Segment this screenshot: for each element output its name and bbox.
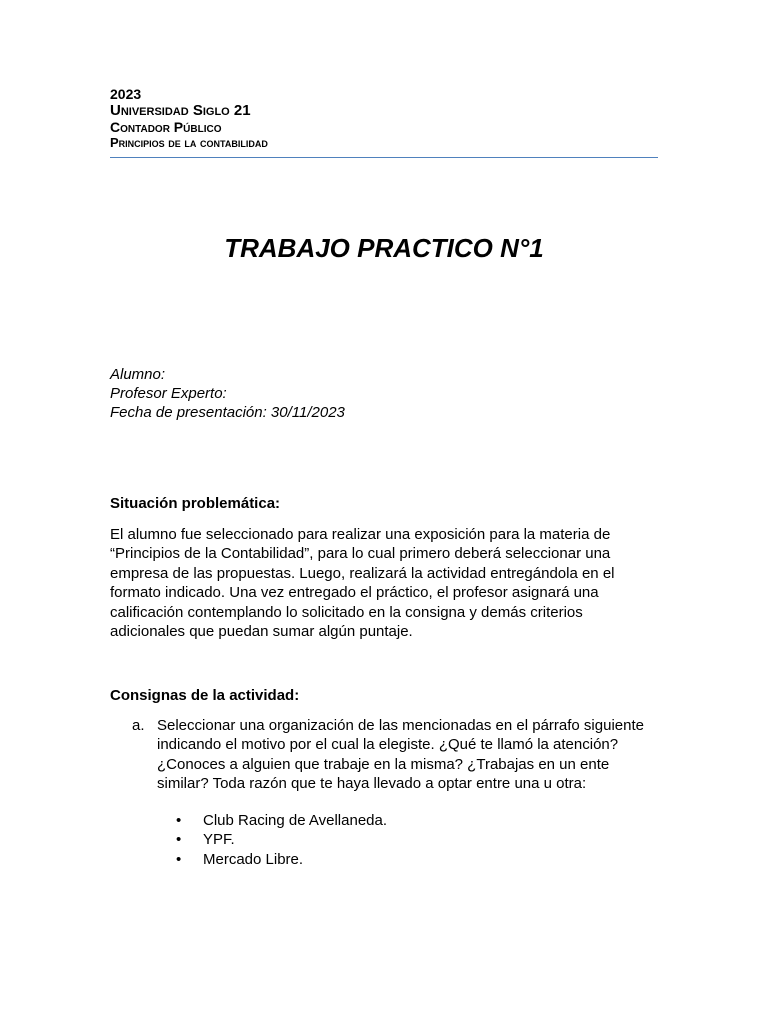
activity-heading: Consignas de la actividad: (110, 687, 300, 704)
option-label: Mercado Libre. (203, 850, 304, 868)
professor-label: Profesor Experto: (110, 385, 227, 402)
header-subject: Principios de la contabilidad (110, 135, 268, 150)
bullet-icon: • (176, 850, 182, 868)
list-item (176, 811, 658, 830)
presentation-date: Fecha de presentación: 30/11/2023 (110, 404, 345, 421)
list-item (176, 830, 658, 849)
document-header (110, 86, 658, 151)
header-divider (110, 157, 658, 158)
header-university: Universidad Siglo 21 (110, 102, 251, 119)
header-career: Contador Público (110, 119, 222, 135)
list-marker: a. (132, 717, 145, 734)
option-label: YPF. (203, 831, 235, 849)
list-item (176, 850, 658, 869)
option-label: Club Racing de Avellaneda. (203, 812, 388, 829)
activity-item-text: Seleccionar una organización de las mencionadas en el párrafo siguiente indicando el motivo por el cual la elegiste. ¿Qué te llamó la atención? ¿Conoces a alguien que trabaje en la misma? ¿Trabajas en un ente similar? Toda razón que te haya llevado a optar entre una u otra: (157, 717, 644, 793)
bullet-icon: • (176, 831, 182, 849)
document-title: TRABAJO PRACTICO N°1 (224, 233, 544, 263)
header-year: 2023 (110, 86, 142, 102)
bullet-icon: • (176, 812, 182, 829)
document-meta (110, 365, 658, 422)
organization-options-list (176, 811, 658, 869)
student-label: Alumno: (110, 366, 166, 383)
situation-heading: Situación problemática: (110, 495, 281, 512)
situation-paragraph: El alumno fue seleccionado para realizar una exposición para la materia de “Principios de la Contabilidad”, para lo cual primero deberá seleccionar una empresa de las propuestas. Luego, realizará la actividad entregándola en el formato indicado. Una vez entregado el práctico, el profesor asignará una calificación contemplando lo solicitado en la consigna y demás criterios adicionales que puedan sumar algún puntaje. (110, 526, 615, 641)
